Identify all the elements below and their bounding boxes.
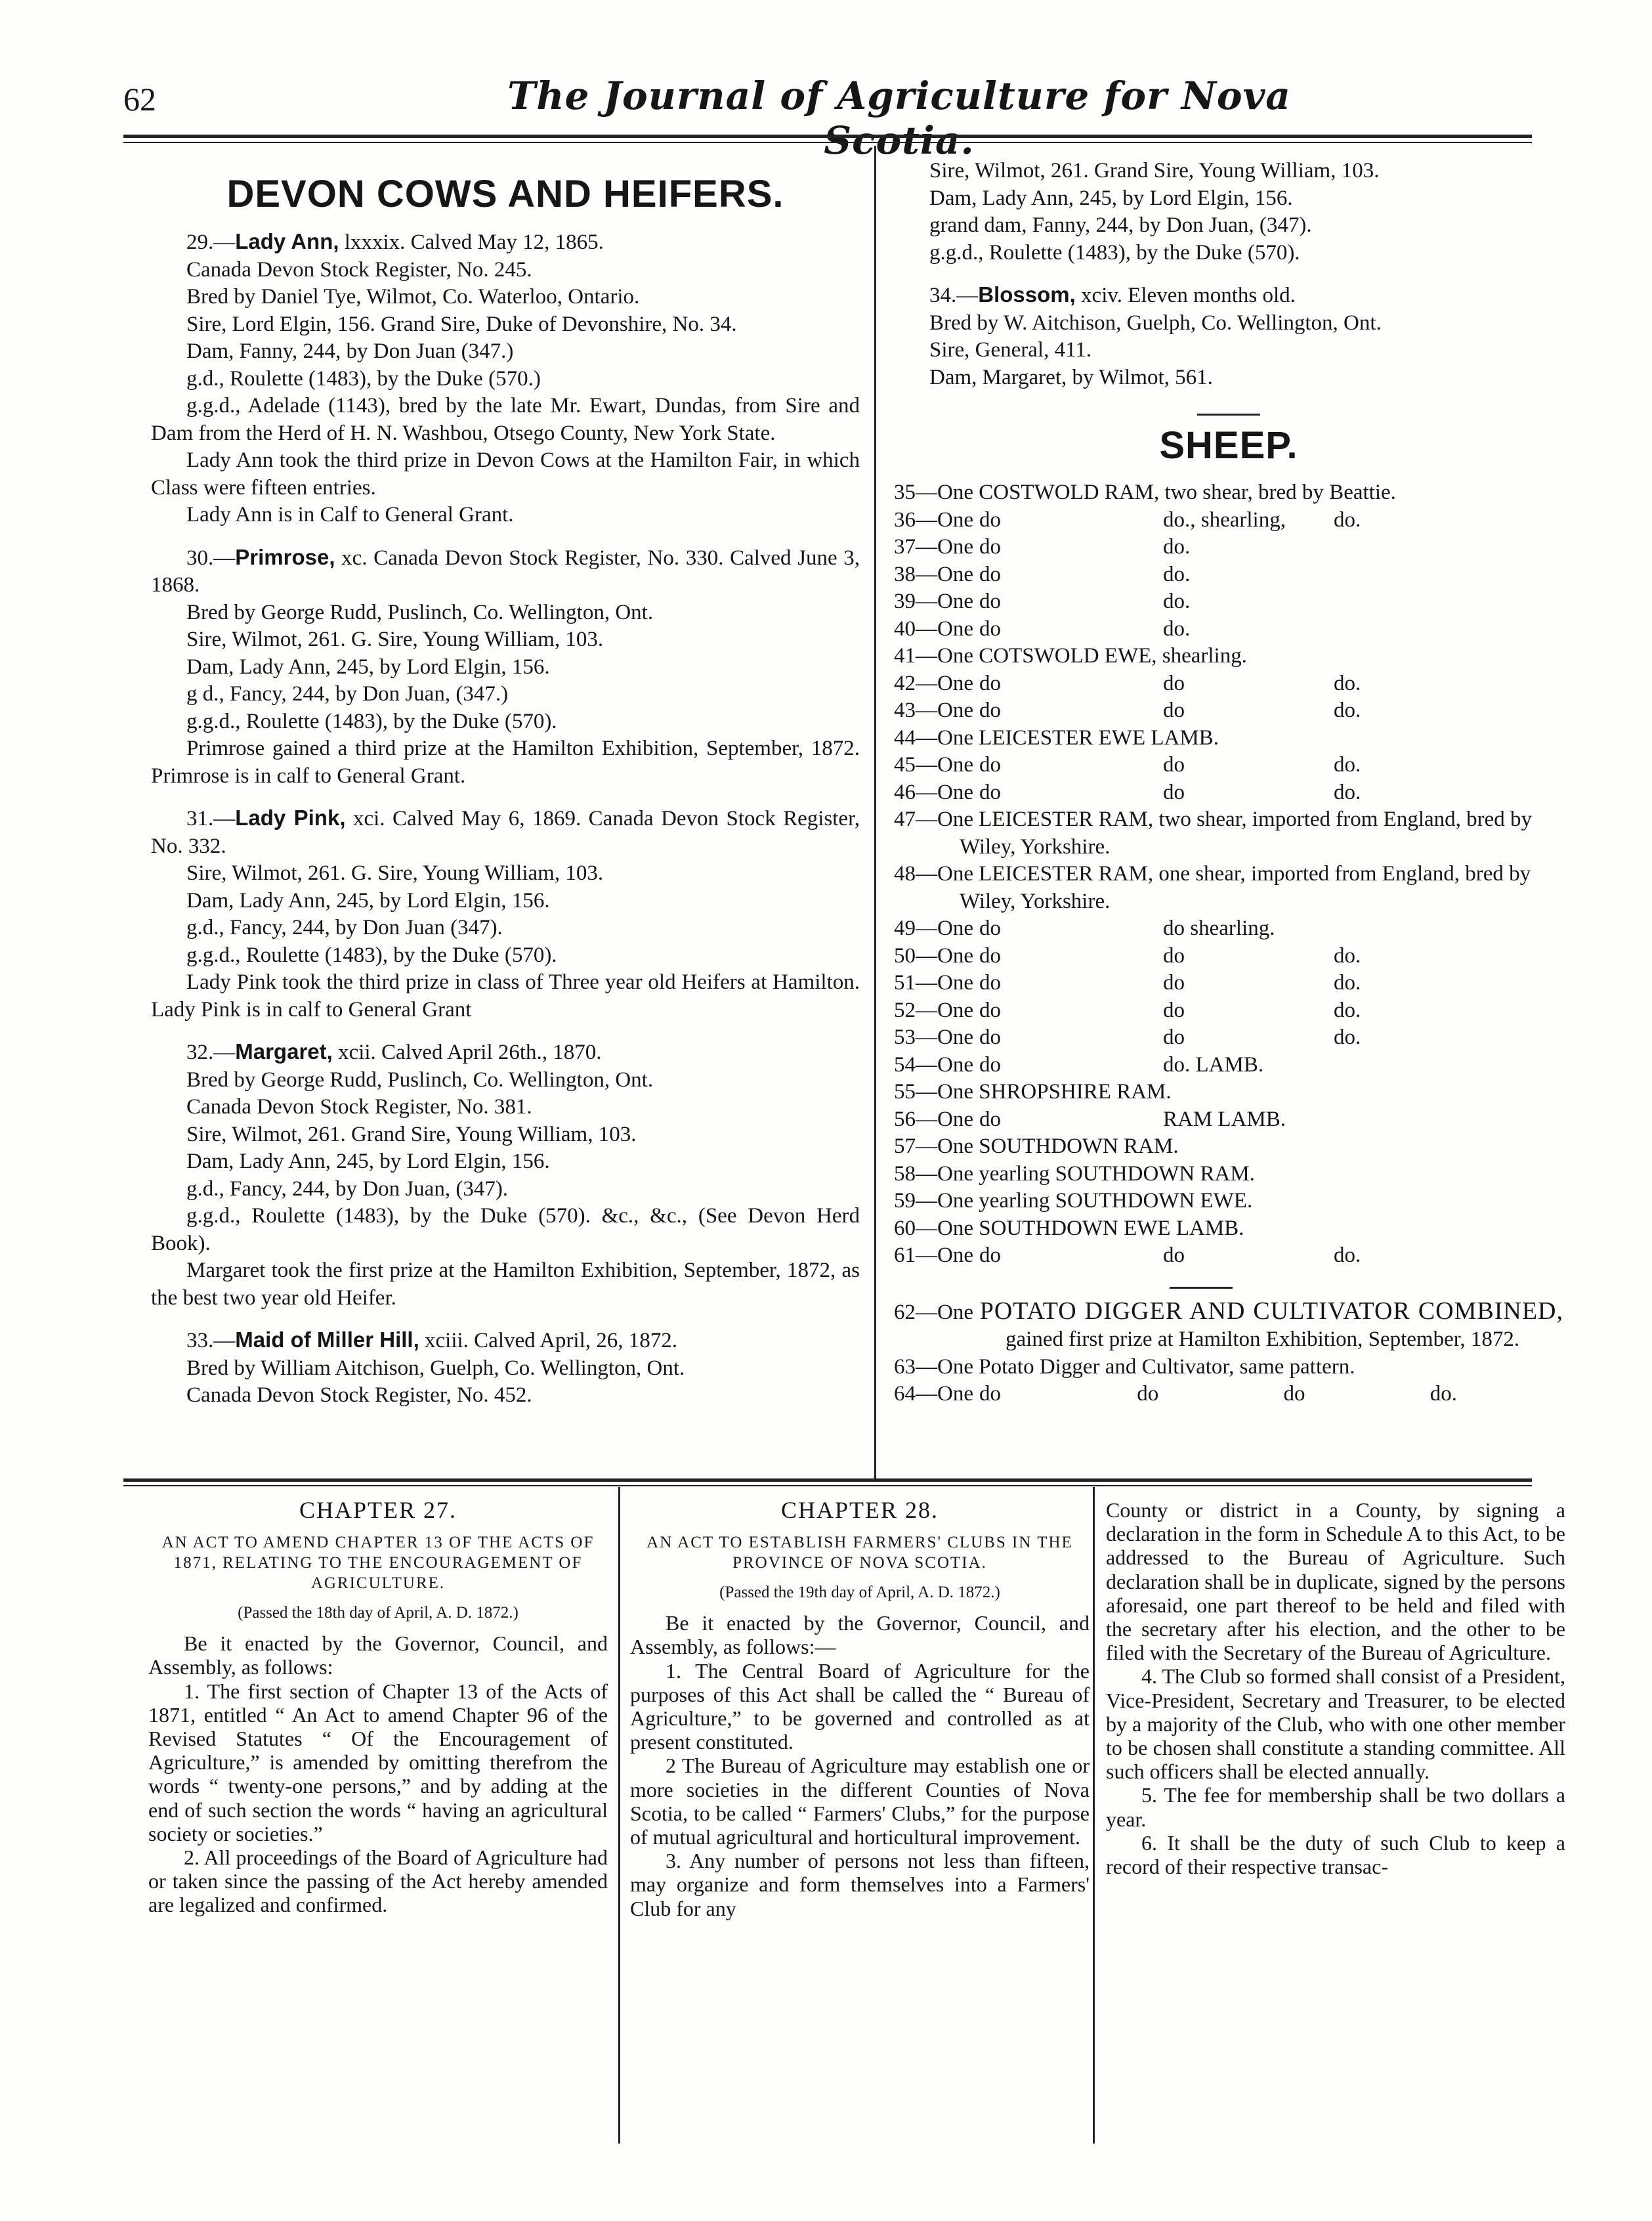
ditto-mark: do: [979, 535, 1001, 559]
item-number: 46—One: [894, 780, 973, 804]
item-number: 51—One: [894, 971, 973, 995]
act-title: AN ACT TO ESTABLISH FARMERS' CLUBS IN THE PROVINCE OF NOVA SCOTIA.: [646, 1534, 1073, 1572]
item-number: 41—One: [894, 644, 973, 668]
ditto-mark: do: [1163, 671, 1185, 695]
entry-details: xciv. Eleven months old.: [1075, 284, 1296, 307]
entry-spacer: [151, 1024, 860, 1038]
item-number: 54—One: [894, 1052, 973, 1077]
animal-name: Blossom,: [978, 282, 1076, 307]
item-description: SOUTHDOWN RAM.: [979, 1134, 1179, 1158]
sheep-item: [894, 725, 1563, 752]
pedigree-line: Margaret took the first prize at the Hamilton Exhibition, September, 1872, as the best two year old Heifer.: [151, 1259, 860, 1310]
item-number: 60—One: [894, 1216, 973, 1240]
pedigree-line: Dam, Fanny, 244, by Don Juan (347.): [186, 339, 514, 363]
sheep-item: [894, 1052, 1563, 1079]
entry-spacer: [151, 1312, 860, 1326]
ditto-mark: do: [1163, 1025, 1185, 1049]
section-rule: [123, 1478, 1532, 1482]
item-number: 49—One: [894, 916, 973, 940]
pedigree-line: grand dam, Fanny, 244, by Don Juan, (347).: [929, 213, 1312, 237]
item-number: 64—One: [894, 1382, 973, 1406]
chapter-28: [630, 1498, 1090, 1920]
pedigree-line: Dam, Lady Ann, 245, by Lord Elgin, 156.: [929, 186, 1293, 210]
column-divider: [874, 146, 876, 1478]
ditto-mark: do: [979, 1243, 1001, 1267]
sheep-item: [894, 534, 1563, 561]
potato-digger-entry: [894, 1298, 1563, 1354]
entry-heading: [151, 1326, 860, 1355]
ditto-mark: do: [979, 971, 1001, 995]
item-description: LEICESTER EWE LAMB.: [979, 725, 1219, 750]
ditto-mark: do: [1163, 699, 1185, 722]
paragraph: 6. It shall be the duty of such Club to keep a record of their respective transac-: [1106, 1830, 1565, 1879]
pedigree-line: Sire, Wilmot, 261. Grand Sire, Young William, 103.: [929, 159, 1380, 183]
ditto-mark: do: [979, 1107, 1001, 1131]
devon-section-title: DEVON COWS AND HEIFERS.: [226, 173, 784, 215]
paragraph: 1. The first section of Chapter 13 of the Acts of 1871, entitled “ An Act to amend Chapter 96 of the Revised Statutes “ Of the Encouragement of Agriculture,” is amended by omitting therefrom the words “ twenty-one persons,” and by adding at the end of such section the words “ having an agricultural society or societies.”: [148, 1679, 608, 1845]
pedigree-line: g.g.d., Roulette (1483), by the Duke (570).: [186, 709, 557, 733]
entry-heading: [151, 544, 860, 599]
sheep-section-title: SHEEP.: [1159, 424, 1298, 467]
animal-name: Lady Pink,: [235, 806, 346, 830]
entry-heading: [894, 281, 1563, 310]
pedigree-line: Sire, Lord Elgin, 156. Grand Sire, Duke of Devonshire, No. 34.: [186, 312, 737, 336]
item-description: gained first prize at Hamilton Exhibition, September, 1872.: [1006, 1327, 1520, 1351]
ditto-mark: do.: [1334, 943, 1361, 968]
pedigree-line: Sire, General, 411.: [929, 338, 1092, 362]
sheep-item: [894, 752, 1563, 779]
pedigree-line: Dam, Lady Ann, 245, by Lord Elgin, 156.: [186, 655, 550, 679]
ditto-mark: do: [979, 699, 1001, 722]
ditto-mark: do shearling.: [1163, 916, 1275, 940]
ditto-mark: do: [979, 1052, 1001, 1077]
item-number: 50—One: [894, 943, 973, 968]
ditto-mark: do: [979, 590, 1001, 613]
pedigree-line: Canada Devon Stock Register, No. 381.: [186, 1095, 532, 1119]
sheep-item: [894, 1242, 1563, 1270]
sheep-item: [894, 970, 1563, 997]
column-divider: [1093, 1487, 1095, 2144]
item-description: SHROPSHIRE RAM.: [979, 1080, 1172, 1104]
ditto-mark: do: [979, 616, 1001, 641]
ditto-mark: do: [1163, 753, 1185, 777]
pedigree-line: g.g.d., Roulette (1483), by the Duke (570).: [929, 240, 1300, 265]
animal-name: Margaret,: [235, 1039, 333, 1064]
ditto-mark: do: [979, 916, 1001, 940]
ditto-mark: do: [1163, 998, 1185, 1022]
ditto-mark: do: [1137, 1382, 1159, 1406]
sheep-item: [894, 915, 1563, 943]
ditto-mark: do.: [1163, 590, 1191, 613]
entry-details: lxxxix. Calved May 12, 1865.: [339, 230, 604, 254]
pedigree-line: Lady Ann is in Calf to General Grant.: [186, 503, 514, 527]
ditto-mark: do: [979, 998, 1001, 1022]
pedigree-line: g.g.d., Roulette (1483), by the Duke (570). &c., &c., (See Devon Herd Book).: [151, 1204, 860, 1255]
sheep-item: [894, 616, 1563, 643]
animal-name: Primrose,: [235, 544, 335, 569]
sheep-item: [894, 1188, 1563, 1215]
act-title: AN ACT TO AMEND CHAPTER 13 OF THE ACTS OF 1871, RELATING TO THE ENCOURAGEMENT OF AGRICULTURE.: [161, 1534, 595, 1593]
header-rule: [123, 135, 1532, 138]
page-number: 62: [123, 81, 156, 118]
item-name: POTATO DIGGER AND CULTIVATOR COMBINED,: [979, 1297, 1563, 1325]
item-number: 63—One: [894, 1354, 973, 1379]
continued-pedigree: [894, 158, 1563, 267]
entry-spacer: [151, 529, 860, 544]
sheep-item: [894, 507, 1563, 534]
entry-details: xc. Canada Devon Stock Register, No. 330. Calved June 3, 1868.: [151, 546, 860, 597]
item-number: 45—One: [894, 753, 973, 777]
pedigree-line: Lady Pink took the third prize in class of Three year old Heifers at Hamilton. Lady Pink is in calf to General Grant: [151, 970, 860, 1022]
entry-number: 34.—: [929, 284, 979, 307]
right-column: [894, 158, 1563, 1408]
item-number: 43—One: [894, 699, 973, 722]
ditto-mark: do: [979, 1382, 1001, 1406]
sheep-item: [894, 943, 1563, 970]
ditto-mark: do: [1163, 943, 1185, 968]
entry-heading: [151, 1038, 860, 1067]
pedigree-line: Bred by W. Aitchison, Guelph, Co. Wellington, Ont.: [929, 311, 1382, 335]
ditto-mark: do.: [1163, 562, 1191, 586]
ditto-mark: do: [1163, 780, 1185, 804]
paragraph: 1. The Central Board of Agriculture for the purposes of this Act shall be called the “ Bureau of Agriculture,” to be governed and controlled as at present constituted.: [630, 1658, 1090, 1754]
pedigree-line: Bred by William Aitchison, Guelph, Co. Wellington, Ont.: [186, 1356, 685, 1380]
pedigree-line: g d., Fancy, 244, by Don Juan, (347.): [186, 682, 509, 706]
entry-number: 32.—: [186, 1041, 236, 1064]
item-description: LEICESTER RAM, one shear, imported from England, bred by Wiley, Yorkshire.: [960, 862, 1531, 913]
sheep-list: [894, 479, 1563, 1270]
ditto-mark: do: [979, 780, 1001, 804]
item-number: 48—One: [894, 862, 973, 886]
sheep-item: [894, 1106, 1563, 1134]
item-number: 58—One: [894, 1161, 973, 1186]
short-rule: [1170, 1287, 1233, 1289]
ditto-mark: do.: [1334, 1025, 1361, 1049]
pedigree-line: Sire, Wilmot, 261. G. Sire, Young William, 103.: [186, 628, 604, 651]
chapter-heading: CHAPTER 28.: [780, 1497, 939, 1523]
sheep-item: [894, 670, 1563, 698]
sheep-item: [894, 806, 1563, 861]
pedigree-line: Canada Devon Stock Register, No. 452.: [186, 1383, 532, 1407]
item-number: 52—One: [894, 998, 973, 1022]
item-number: 57—One: [894, 1134, 973, 1158]
item-number: 62—One: [894, 1300, 973, 1324]
sheep-item: [894, 1024, 1563, 1052]
pedigree-line: Bred by George Rudd, Puslinch, Co. Wellington, Ont.: [186, 600, 654, 624]
sheep-item: [894, 1079, 1563, 1106]
ditto-mark: do.: [1334, 671, 1361, 695]
paragraph: 5. The fee for membership shall be two dollars a year.: [1106, 1783, 1565, 1831]
paragraph: Be it enacted by the Governor, Council, and Assembly, as follows:—: [630, 1611, 1090, 1659]
ditto-mark: do: [1163, 1243, 1185, 1267]
ditto-mark: do.: [1334, 1243, 1361, 1267]
ditto-mark: do: [979, 1025, 1001, 1049]
pedigree-line: Sire, Wilmot, 261. G. Sire, Young William, 103.: [186, 861, 604, 885]
item-description: Potato Digger and Cultivator, same pattern.: [979, 1354, 1355, 1379]
pedigree-line: g.d., Fancy, 244, by Don Juan (347).: [186, 916, 503, 939]
entry-number: 31.—: [186, 807, 236, 830]
item-number: 47—One: [894, 808, 973, 831]
paragraph: Be it enacted by the Governor, Council, and Assembly, as follows:: [148, 1631, 608, 1679]
item-number: 39—One: [894, 590, 973, 613]
item-number: 40—One: [894, 616, 973, 641]
pedigree-line: Lady Ann took the third prize in Devon Cows at the Hamilton Fair, in which Class were fifteen entries.: [151, 448, 860, 500]
entry-details: xcii. Calved April 26th., 1870.: [332, 1041, 602, 1064]
entry-number: 30.—: [186, 546, 236, 570]
chapter-28-continued: [1106, 1498, 1565, 1878]
ditto-mark: do. LAMB.: [1163, 1052, 1264, 1077]
sheep-item: [894, 1381, 1563, 1408]
item-number: 36—One: [894, 507, 973, 532]
pedigree-line: Dam, Lady Ann, 245, by Lord Elgin, 156.: [186, 888, 550, 913]
sheep-item: [894, 588, 1563, 616]
paragraph: 2 The Bureau of Agriculture may establish one or more societies in the different Counties of Nova Scotia, to be called “ Farmers' Clubs,” for the purpose of mutual agricultural and horticultural improvement.: [630, 1754, 1090, 1849]
pedigree-line: g.d., Roulette (1483), by the Duke (570.): [186, 366, 541, 391]
header-rule-thin: [123, 142, 1532, 143]
pedigree-line: g.g.d., Roulette (1483), by the Duke (570).: [186, 943, 557, 967]
pedigree-line: Canada Devon Stock Register, No. 245.: [186, 257, 532, 282]
chapter-27: [148, 1498, 608, 1917]
sheep-item: [894, 1161, 1563, 1188]
potato-entry: [894, 1298, 1563, 1354]
pedigree-line: g.d., Fancy, 244, by Don Juan, (347).: [186, 1176, 509, 1201]
ditto-mark: do.: [1334, 971, 1361, 995]
item-number: 53—One: [894, 1025, 973, 1049]
ditto-mark: do: [979, 671, 1001, 695]
item-number: 37—One: [894, 535, 973, 559]
ditto-mark: do.: [1334, 507, 1361, 532]
devon-entries: [151, 228, 860, 1410]
running-title: The Journal of Agriculture for Nova Scotia.: [507, 74, 1291, 163]
entry-number: 29.—: [186, 230, 236, 254]
pedigree-line: Sire, Wilmot, 261. Grand Sire, Young William, 103.: [186, 1122, 637, 1146]
item-description: COSTWOLD RAM, two shear, bred by Beattie.: [979, 481, 1396, 504]
item-number: 55—One: [894, 1080, 973, 1104]
item-number: 61—One: [894, 1243, 973, 1267]
item-number: 59—One: [894, 1189, 973, 1213]
ditto-mark: do.: [1334, 780, 1361, 804]
pedigree-line: Primrose gained a third prize at the Hamilton Exhibition, September, 1872. Primrose is in calf to General Grant.: [151, 737, 860, 788]
item-number: 42—One: [894, 671, 973, 695]
item-description: LEICESTER RAM, two shear, imported from England, bred by Wiley, Yorkshire.: [960, 808, 1533, 859]
pedigree-line: Bred by George Rudd, Puslinch, Co. Wellington, Ont.: [186, 1067, 654, 1092]
item-description: yearling SOUTHDOWN RAM.: [979, 1161, 1255, 1186]
ditto-mark: do: [979, 943, 1001, 968]
short-rule: [1197, 414, 1260, 416]
sheep-item: [894, 561, 1563, 589]
item-number: 56—One: [894, 1107, 973, 1131]
sheep-item: [894, 1354, 1563, 1381]
ditto-mark: do: [1163, 971, 1185, 995]
animal-name: Lady Ann,: [235, 229, 339, 253]
passed-date: (Passed the 19th day of April, A. D. 1872.): [719, 1584, 1000, 1602]
ditto-mark: do.: [1163, 616, 1191, 641]
ditto-mark: do: [1283, 1382, 1305, 1406]
ditto-mark: do: [979, 753, 1001, 777]
ditto-mark: RAM LAMB.: [1163, 1107, 1286, 1131]
sheep-item: [894, 861, 1563, 915]
entry-heading: [151, 804, 860, 860]
item-description: SOUTHDOWN EWE LAMB.: [979, 1216, 1244, 1240]
ditto-mark: do., shearling,: [1163, 507, 1286, 532]
entry-details: xciii. Calved April, 26, 1872.: [419, 1329, 677, 1352]
chapter-heading: CHAPTER 27.: [299, 1497, 457, 1523]
paragraph: 3. Any number of persons not less than fifteen, may organize and form themselves into a Farmers' Club for any: [630, 1849, 1090, 1920]
item-description: yearling SOUTHDOWN EWE.: [979, 1189, 1253, 1213]
sheep-item: [894, 479, 1563, 507]
implement-list: [894, 1354, 1563, 1408]
paragraph: 4. The Club so formed shall consist of a President, Vice-President, Secretary and Treasurer, to be elected by a majority of the Club, who with one other member to be chosen shall constitute a standing committee. All such officers shall be elected annually.: [1106, 1664, 1565, 1784]
item-number: 35—One: [894, 481, 973, 504]
ditto-mark: do.: [1334, 699, 1361, 722]
item-number: 38—One: [894, 562, 973, 586]
sheep-item: [894, 697, 1563, 725]
sheep-item: [894, 997, 1563, 1025]
entry-details: xci. Calved May 6, 1869. Canada Devon Stock Register, No. 332.: [151, 807, 860, 858]
entry-number: 33.—: [186, 1329, 236, 1352]
ditto-mark: do.: [1430, 1382, 1457, 1406]
ditto-mark: do.: [1334, 753, 1361, 777]
paragraph: County or district in a County, by signing a declaration in the form in Schedule A to this Act, to be addressed to the Bureau of Agriculture. Such declaration shall be in duplicate, signed by the persons aforesaid, one part thereof to be held and filed with the secretary after his election, and the other to be filed with the Secretary of the Bureau of Agriculture.: [1106, 1498, 1565, 1665]
ditto-mark: do.: [1334, 998, 1361, 1022]
ditto-mark: do: [979, 562, 1001, 586]
pedigree-line: Dam, Margaret, by Wilmot, 561.: [929, 365, 1213, 389]
ditto-mark: do.: [1163, 535, 1191, 559]
pedigree-line: Dam, Lady Ann, 245, by Lord Elgin, 156.: [186, 1150, 550, 1173]
sheep-item: [894, 643, 1563, 670]
blossom-entry: [894, 281, 1563, 391]
entry-spacer: [151, 790, 860, 804]
section-rule-thin: [123, 1485, 1532, 1486]
entry-heading: [151, 228, 860, 257]
sheep-item: [894, 1215, 1563, 1243]
pedigree-line: g.g.d., Adelade (1143), bred by the late Mr. Ewart, Dundas, from Sire and Dam from the Herd of H. N. Washbou, Otsego County, New York State.: [151, 394, 860, 445]
pedigree-line: Bred by Daniel Tye, Wilmot, Co. Waterloo, Ontario.: [186, 285, 640, 309]
item-description: COTSWOLD EWE, shearling.: [979, 644, 1247, 668]
passed-date: (Passed the 18th day of April, A. D. 1872.): [238, 1604, 519, 1622]
item-number: 44—One: [894, 725, 973, 750]
devon-column: [151, 158, 860, 1410]
ditto-mark: do: [979, 507, 1001, 532]
paragraph: 2. All proceedings of the Board of Agriculture had or taken since the passing of the Act hereby amended are legalized and confirmed.: [148, 1845, 608, 1917]
animal-name: Maid of Miller Hill,: [235, 1327, 419, 1352]
sheep-item: [894, 779, 1563, 807]
column-divider: [618, 1487, 620, 2144]
sheep-item: [894, 1133, 1563, 1161]
